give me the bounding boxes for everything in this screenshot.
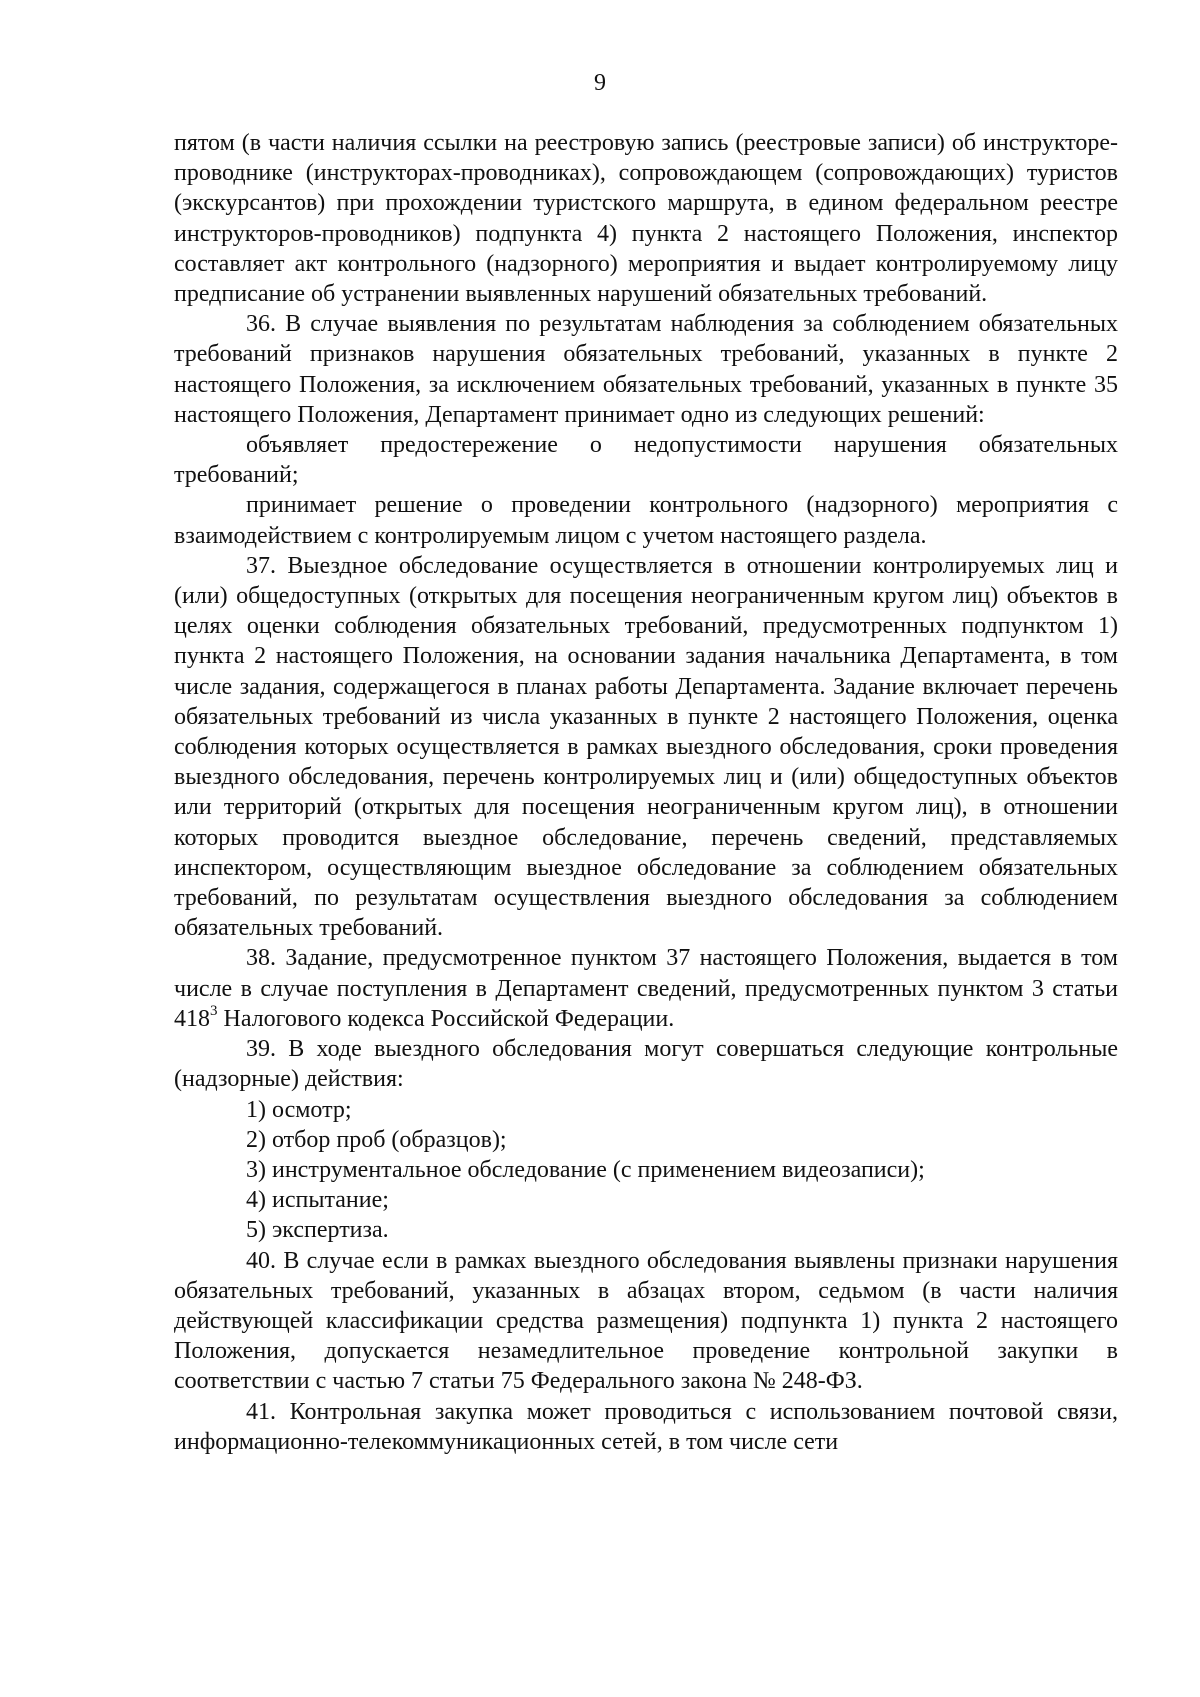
paragraph-continuation: пятом (в части наличия ссылки на реестровую запись (реестровые записи) об инструкторе-проводнике (инструкторах-проводниках), сопровождающем (сопровождающих) туристов (экскурсантов) при прохождении туристского маршрута, в едином федеральном реестре инструкторов-проводников) подпункта 4) пункта 2 настоящего Положения, инспектор составляет акт контрольного (надзорного) мероприятия и выдает контролируемому лицу предписание об устранении выявленных нарушений обязательных требований. bbox=[174, 130, 1118, 308]
paragraph-36: 36. В случае выявления по результатам наблюдения за соблюдением обязательных требований признаков нарушения обязательных требований, указанных в пункте 2 настоящего Положения, за исключением обязательных требований, указанных в пункте 35 настоящего Положения, Департамент принимает одно из следующих решений: bbox=[174, 311, 1118, 428]
paragraph-38 bbox=[174, 943, 1118, 1034]
list-item-5: 5) экспертиза. bbox=[246, 1217, 389, 1244]
list-item-2: 2) отбор проб (образцов); bbox=[246, 1126, 507, 1153]
paragraph-39: 39. В ходе выездного обследования могут совершаться следующие контрольные (надзорные) действия: bbox=[174, 1036, 1118, 1093]
list-item-4: 4) испытание; bbox=[246, 1187, 389, 1214]
paragraph-40: 40. В случае если в рамках выездного обследования выявлены признаки нарушения обязательных требований, указанных в абзацах втором, седьмом (в части наличия действующей классификации средства размещения) подпункта 1) пункта 2 настоящего Положения, допускается незамедлительное проведение контрольной закупки в соответствии с частью 7 статьи 75 Федерального закона № 248-ФЗ. bbox=[174, 1247, 1118, 1395]
paragraph-38-superscript: 3 bbox=[210, 1002, 218, 1019]
list-item-1: 1) осмотр; bbox=[246, 1096, 352, 1123]
paragraph-38-text-after: Налогового кодекса Российской Федерации. bbox=[217, 1005, 675, 1032]
paragraph-36-option-2: принимает решение о проведении контрольного (надзорного) мероприятия с взаимодействием с контролируемым лицом с учетом настоящего раздела. bbox=[174, 492, 1118, 549]
page-number: 9 bbox=[594, 70, 606, 96]
paragraph-37: 37. Выездное обследование осуществляется в отношении контролируемых лиц и (или) общедоступных (открытых для посещения неограниченным кругом лиц) объектов в целях оценки соблюдения обязательных требований, предусмотренных подпунктом 1) пункта 2 настоящего Положения, на основании задания начальника Департамента, в том числе задания, содержащегося в планах работы Департамента. Задание включает перечень обязательных требований из числа указанных в пункте 2 настоящего Положения, оценка соблюдения которых осуществляется в рамках выездного обследования, сроки проведения выездного обследования, перечень контролируемых лиц и (или) общедоступных объектов или территорий (открытых для посещения неограниченным кругом лиц), в отношении которых проводится выездное обследование, перечень сведений, представляемых инспектором, осуществляющим выездное обследование за соблюдением обязательных требований, по результатам осуществления выездного обследования за соблюдением обязательных требований. bbox=[174, 552, 1118, 942]
document-body bbox=[174, 128, 1118, 1457]
paragraph-36-option-1: объявляет предостережение о недопустимости нарушения обязательных требований; bbox=[174, 432, 1118, 489]
list-item-3: 3) инструментальное обследование (с применением видеозаписи); bbox=[246, 1156, 925, 1183]
paragraph-38-text-before: 38. Задание, предусмотренное пунктом 37 настоящего Положения, выдается в том числе в случае поступления в Департамент сведений, предусмотренных пунктом 3 статьи 418 bbox=[174, 945, 1118, 1032]
paragraph-41: 41. Контрольная закупка может проводиться с использованием почтовой связи, информационно-телекоммуникационных сетей, в том числе сети bbox=[174, 1398, 1118, 1455]
